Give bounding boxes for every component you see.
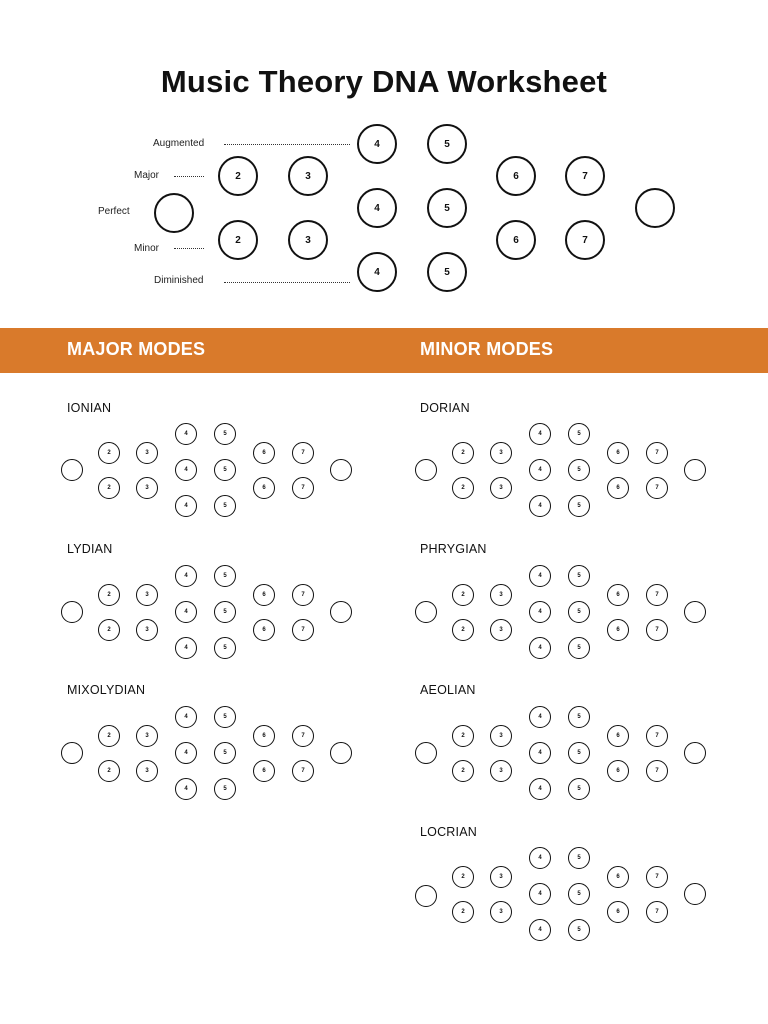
- minor-third-circle: 3: [136, 619, 158, 641]
- mixolydian-diagram: [61, 706, 361, 836]
- legend-perfect: Perfect: [98, 206, 130, 217]
- perfect-fourth-circle: 4: [357, 188, 397, 228]
- augmented-fourth-circle: 4: [357, 124, 397, 164]
- octave-circle: [684, 742, 706, 764]
- minor-sixth-circle: 6: [253, 760, 275, 782]
- lydian-diagram: [61, 565, 361, 695]
- major-third-circle: 3: [136, 584, 158, 606]
- diminished-fourth-circle: 4: [529, 495, 551, 517]
- major-sixth-circle: 6: [607, 866, 629, 888]
- mode-label-dorian: DORIAN: [420, 401, 470, 415]
- diminished-fourth-circle: 4: [529, 637, 551, 659]
- minor-second-circle: 2: [452, 760, 474, 782]
- diminished-fourth-circle: 4: [175, 495, 197, 517]
- dotted-guide-diminished: [224, 282, 350, 283]
- minor-sixth-circle: 6: [496, 220, 536, 260]
- minor-seventh-circle: 7: [565, 220, 605, 260]
- minor-seventh-circle: 7: [646, 619, 668, 641]
- mode-label-phrygian: PHRYGIAN: [420, 542, 487, 556]
- major-second-circle: 2: [98, 442, 120, 464]
- octave-circle: [330, 459, 352, 481]
- major-third-circle: 3: [288, 156, 328, 196]
- augmented-fifth-circle: 5: [427, 124, 467, 164]
- major-seventh-circle: 7: [646, 866, 668, 888]
- major-third-circle: 3: [490, 725, 512, 747]
- diminished-fourth-circle: 4: [529, 778, 551, 800]
- major-seventh-circle: 7: [646, 584, 668, 606]
- augmented-fifth-circle: 5: [568, 423, 590, 445]
- perfect-fifth-circle: 5: [214, 601, 236, 623]
- legend-diminished: Diminished: [154, 275, 204, 286]
- diminished-fourth-circle: 4: [357, 252, 397, 292]
- octave-circle: [684, 883, 706, 905]
- mode-label-ionian: IONIAN: [67, 401, 112, 415]
- diminished-fifth-circle: 5: [568, 495, 590, 517]
- major-sixth-circle: 6: [607, 584, 629, 606]
- major-sixth-circle: 6: [496, 156, 536, 196]
- octave-circle: [684, 601, 706, 623]
- major-third-circle: 3: [490, 442, 512, 464]
- minor-second-circle: 2: [98, 477, 120, 499]
- aeolian-diagram: [415, 706, 715, 836]
- augmented-fifth-circle: 5: [214, 565, 236, 587]
- augmented-fourth-circle: 4: [529, 423, 551, 445]
- major-sixth-circle: 6: [253, 442, 275, 464]
- minor-second-circle: 2: [452, 477, 474, 499]
- octave-circle: [330, 742, 352, 764]
- perfect-fifth-circle: 5: [568, 459, 590, 481]
- perfect-fourth-circle: 4: [529, 459, 551, 481]
- major-seventh-circle: 7: [565, 156, 605, 196]
- perfect-fourth-circle: 4: [175, 459, 197, 481]
- minor-seventh-circle: 7: [292, 760, 314, 782]
- major-seventh-circle: 7: [292, 584, 314, 606]
- minor-second-circle: 2: [218, 220, 258, 260]
- major-second-circle: 2: [452, 866, 474, 888]
- dorian-diagram: [415, 423, 715, 553]
- diminished-fifth-circle: 5: [568, 778, 590, 800]
- major-second-circle: 2: [452, 584, 474, 606]
- major-second-circle: 2: [452, 725, 474, 747]
- perfect-fourth-circle: 4: [175, 601, 197, 623]
- augmented-fifth-circle: 5: [568, 706, 590, 728]
- root-circle: [415, 885, 437, 907]
- perfect-fifth-circle: 5: [568, 883, 590, 905]
- major-seventh-circle: 7: [292, 442, 314, 464]
- mode-label-mixolydian: MIXOLYDIAN: [67, 683, 146, 697]
- legend-major: Major: [134, 170, 160, 181]
- perfect-fourth-circle: 4: [529, 601, 551, 623]
- root-circle: [415, 459, 437, 481]
- major-sixth-circle: 6: [607, 725, 629, 747]
- augmented-fourth-circle: 4: [175, 423, 197, 445]
- minor-second-circle: 2: [452, 619, 474, 641]
- minor-third-circle: 3: [490, 619, 512, 641]
- major-modes-heading: MAJOR MODES: [67, 339, 206, 359]
- root-circle: [415, 742, 437, 764]
- mode-label-locrian: LOCRIAN: [420, 825, 477, 839]
- legend-augmented: Augmented: [153, 138, 205, 149]
- mode-label-aeolian: AEOLIAN: [420, 683, 476, 697]
- major-third-circle: 3: [490, 866, 512, 888]
- minor-sixth-circle: 6: [607, 477, 629, 499]
- minor-third-circle: 3: [490, 760, 512, 782]
- diminished-fifth-circle: 5: [568, 637, 590, 659]
- diminished-fifth-circle: 5: [214, 778, 236, 800]
- major-third-circle: 3: [136, 442, 158, 464]
- augmented-fourth-circle: 4: [529, 706, 551, 728]
- locrian-diagram: [415, 847, 715, 977]
- mode-label-lydian: LYDIAN: [67, 542, 113, 556]
- minor-second-circle: 2: [98, 619, 120, 641]
- minor-sixth-circle: 6: [607, 760, 629, 782]
- minor-third-circle: 3: [490, 477, 512, 499]
- minor-seventh-circle: 7: [646, 901, 668, 923]
- diminished-fifth-circle: 5: [214, 495, 236, 517]
- augmented-fourth-circle: 4: [175, 706, 197, 728]
- perfect-fifth-circle: 5: [568, 742, 590, 764]
- major-second-circle: 2: [98, 725, 120, 747]
- diminished-fourth-circle: 4: [175, 778, 197, 800]
- diminished-fifth-circle: 5: [214, 637, 236, 659]
- major-third-circle: 3: [490, 584, 512, 606]
- minor-second-circle: 2: [98, 760, 120, 782]
- perfect-fourth-circle: 4: [529, 883, 551, 905]
- diminished-fourth-circle: 4: [529, 919, 551, 941]
- root-circle: [61, 742, 83, 764]
- octave-circle: [330, 601, 352, 623]
- ionian-diagram: [61, 423, 361, 553]
- minor-seventh-circle: 7: [292, 477, 314, 499]
- augmented-fourth-circle: 4: [529, 847, 551, 869]
- major-seventh-circle: 7: [292, 725, 314, 747]
- minor-seventh-circle: 7: [646, 477, 668, 499]
- major-third-circle: 3: [136, 725, 158, 747]
- dotted-guide-major: [174, 176, 204, 177]
- diminished-fifth-circle: 5: [568, 919, 590, 941]
- augmented-fourth-circle: 4: [175, 565, 197, 587]
- minor-third-circle: 3: [136, 477, 158, 499]
- augmented-fifth-circle: 5: [214, 706, 236, 728]
- root-circle: [415, 601, 437, 623]
- major-seventh-circle: 7: [646, 442, 668, 464]
- octave-circle: [635, 188, 675, 228]
- dotted-guide-augmented: [224, 144, 350, 145]
- root-circle: [154, 193, 194, 233]
- legend-minor: Minor: [134, 243, 160, 254]
- diminished-fifth-circle: 5: [427, 252, 467, 292]
- augmented-fourth-circle: 4: [529, 565, 551, 587]
- major-second-circle: 2: [452, 442, 474, 464]
- minor-sixth-circle: 6: [253, 619, 275, 641]
- minor-third-circle: 3: [490, 901, 512, 923]
- minor-sixth-circle: 6: [607, 901, 629, 923]
- page-title: Music Theory DNA Worksheet: [160, 64, 608, 99]
- minor-seventh-circle: 7: [646, 760, 668, 782]
- augmented-fifth-circle: 5: [568, 565, 590, 587]
- perfect-fourth-circle: 4: [529, 742, 551, 764]
- minor-second-circle: 2: [452, 901, 474, 923]
- octave-circle: [684, 459, 706, 481]
- root-circle: [61, 601, 83, 623]
- perfect-fifth-circle: 5: [214, 742, 236, 764]
- augmented-fifth-circle: 5: [568, 847, 590, 869]
- dotted-guide-minor: [174, 248, 204, 249]
- perfect-fifth-circle: 5: [568, 601, 590, 623]
- phrygian-diagram: [415, 565, 715, 695]
- perfect-fifth-circle: 5: [214, 459, 236, 481]
- perfect-fourth-circle: 4: [175, 742, 197, 764]
- minor-sixth-circle: 6: [607, 619, 629, 641]
- minor-sixth-circle: 6: [253, 477, 275, 499]
- major-sixth-circle: 6: [607, 442, 629, 464]
- perfect-fifth-circle: 5: [427, 188, 467, 228]
- minor-third-circle: 3: [136, 760, 158, 782]
- diminished-fourth-circle: 4: [175, 637, 197, 659]
- major-sixth-circle: 6: [253, 725, 275, 747]
- minor-third-circle: 3: [288, 220, 328, 260]
- major-second-circle: 2: [98, 584, 120, 606]
- major-sixth-circle: 6: [253, 584, 275, 606]
- minor-modes-heading: MINOR MODES: [420, 339, 554, 359]
- major-second-circle: 2: [218, 156, 258, 196]
- minor-seventh-circle: 7: [292, 619, 314, 641]
- major-seventh-circle: 7: [646, 725, 668, 747]
- augmented-fifth-circle: 5: [214, 423, 236, 445]
- root-circle: [61, 459, 83, 481]
